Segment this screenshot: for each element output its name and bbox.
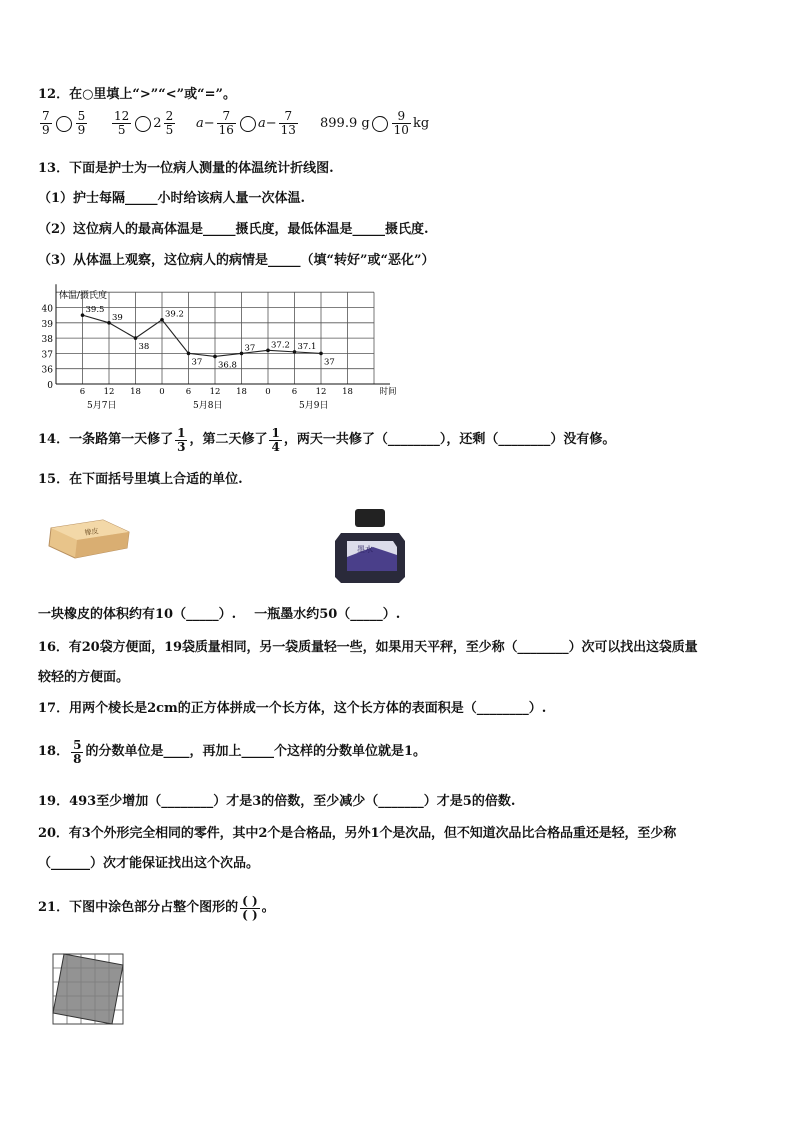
q18-line: 18． $\frac{5}{8}$ 的分数单位是____，再加上_____个这样的分数单位就是1。 [38,737,426,766]
temperature-line-chart [36,284,397,412]
q14-line: 14．一条路第一天修了 $\frac{1}{3}$ ，第二天修了 $\frac{1}{4}$ ，两天一共修了（________），还剩（________）没有修。 [38,425,616,454]
q16-line2: 较轻的方便面。 [38,670,130,685]
data-label: 37.1 [297,341,317,352]
q13-sub2: （2）这位病人的最高体温是_____摄氏度，最低体温是_____摄氏度. [38,222,429,237]
x-tick-label: 18 [342,387,353,397]
q13-stem: 13．下面是护士为一位病人测量的体温统计折线图. [38,161,334,176]
q17-line: 17．用两个棱长是2cm的正方体拼成一个长方体，这个长方体的表面积是（________）. [38,701,547,716]
data-label: 39.2 [165,309,184,320]
q19-line: 19．493至少增加（________）才是3的倍数，至少减少（_______）才是5的倍数. [38,794,516,809]
q12-items [38,110,458,144]
data-point [187,352,191,356]
q12-item-2: $\frac{12}{5}$ 2 $\frac{2}{5}$ [114,109,174,137]
ink-bottle-image [333,507,407,583]
x-tick-label: 12 [209,387,221,397]
compare-circle[interactable] [135,116,151,132]
x-day-label: 5月7日 [87,401,117,411]
x-tick-label: 6 [185,387,192,397]
x-axis-label: 时间 [379,387,397,397]
fraction-one-third: $\frac{1}{3}$ [177,425,186,454]
fraction: $\frac{7}{13}$ [280,109,296,137]
fraction: $\frac{5}{9}$ [77,109,86,137]
y-tick-label: 37 [41,350,53,361]
x-tick-label: 6 [79,387,86,397]
x-day-label: 5月9日 [299,401,329,411]
data-point [160,318,164,322]
data-point [293,350,297,354]
data-label: 39 [112,312,123,323]
x-tick-label: 18 [236,387,247,397]
x-tick-label: 6 [291,387,298,397]
x-day-label: 5月8日 [193,401,223,411]
q21-line: 21．下图中涂色部分占整个图形的 $\frac{( )}{( )}$ 。 [38,893,275,922]
q20-line2: （______）次才能保证找出这个次品。 [38,856,260,871]
data-point [213,355,217,359]
fraction: $\frac{12}{5}$ [114,109,130,137]
y-tick-label: 38 [41,335,53,346]
compare-circle[interactable] [372,116,388,132]
x-tick-label: 12 [315,387,327,397]
y-axis-label: 体温/摄氏度 [59,291,108,302]
fraction: $\frac{7}{9}$ [42,109,50,137]
x-tick-label: 0 [265,387,271,397]
fraction: $\frac{9}{10}$ [393,109,409,137]
compare-circle[interactable] [240,116,256,132]
q12-stem: 12．在○里填上“>”“<”或“=”。 [38,87,236,102]
q15-line: 一块橡皮的体积约有10（_____）. 一瓶墨水约50（_____）. [38,607,401,622]
x-tick-label: 0 [159,387,165,397]
q12-item-1 [38,110,89,137]
data-point [107,321,111,325]
fraction-one-quarter: $\frac{1}{4}$ [271,425,280,454]
fraction-five-eighths: $\frac{5}{8}$ [73,737,82,766]
data-label: 39.5 [85,305,105,316]
y-tick-label: 36 [41,365,53,376]
y-tick-label: 40 [41,304,53,315]
eraser-brand-text: 橡皮 [84,527,100,537]
data-label: 37 [191,357,203,368]
data-point [319,352,323,356]
data-label: 37 [244,343,256,354]
q20-line1: 20．有3个外形完全相同的零件，其中2个是合格品，另外1个是次品，但不知道次品比合格品重还是轻，至少称 [38,826,677,841]
ink-label-text: 墨水 [357,545,373,554]
eraser-image [45,518,133,562]
q13-sub3: （3）从体温上观察，这位病人的病情是_____（填“转好”或“恶化”） [38,253,435,268]
fraction: $\frac{2}{5}$ [165,109,174,137]
shaded-region [53,954,123,1024]
compare-circle[interactable] [56,116,72,132]
data-label: 37 [324,357,335,368]
q12-item-3: a− $\frac{7}{16}$ a− $\frac{7}{13}$ [196,109,296,137]
q13-sub1: （1）护士每隔_____小时给该病人量一次体温. [38,191,306,206]
data-label: 38 [138,342,150,353]
data-point [240,352,244,356]
x-tick-label: 12 [103,387,115,397]
data-label: 37.2 [271,340,290,351]
data-point [266,349,270,353]
data-point [134,336,138,340]
q12-item-4: 899.9 g $\frac{9}{10}$ kg [320,109,430,137]
x-tick-label: 18 [130,387,141,397]
fraction: $\frac{7}{16}$ [218,109,234,137]
y-tick-label: 39 [41,319,53,330]
answer-fraction[interactable]: $\frac{( )}{( )}$ [242,893,258,922]
data-point [81,313,85,317]
q15-stem: 15．在下面括号里填上合适的单位. [38,472,243,487]
data-label: 36.8 [218,360,237,371]
y-tick-label: 0 [47,381,53,391]
q16-line1: 16．有20袋方便面，19袋质量相同，另一袋质量轻一些，如果用天平秤，至少称（________）次可以找出这袋质量 [38,640,698,655]
shaded-square-figure [52,953,126,1025]
